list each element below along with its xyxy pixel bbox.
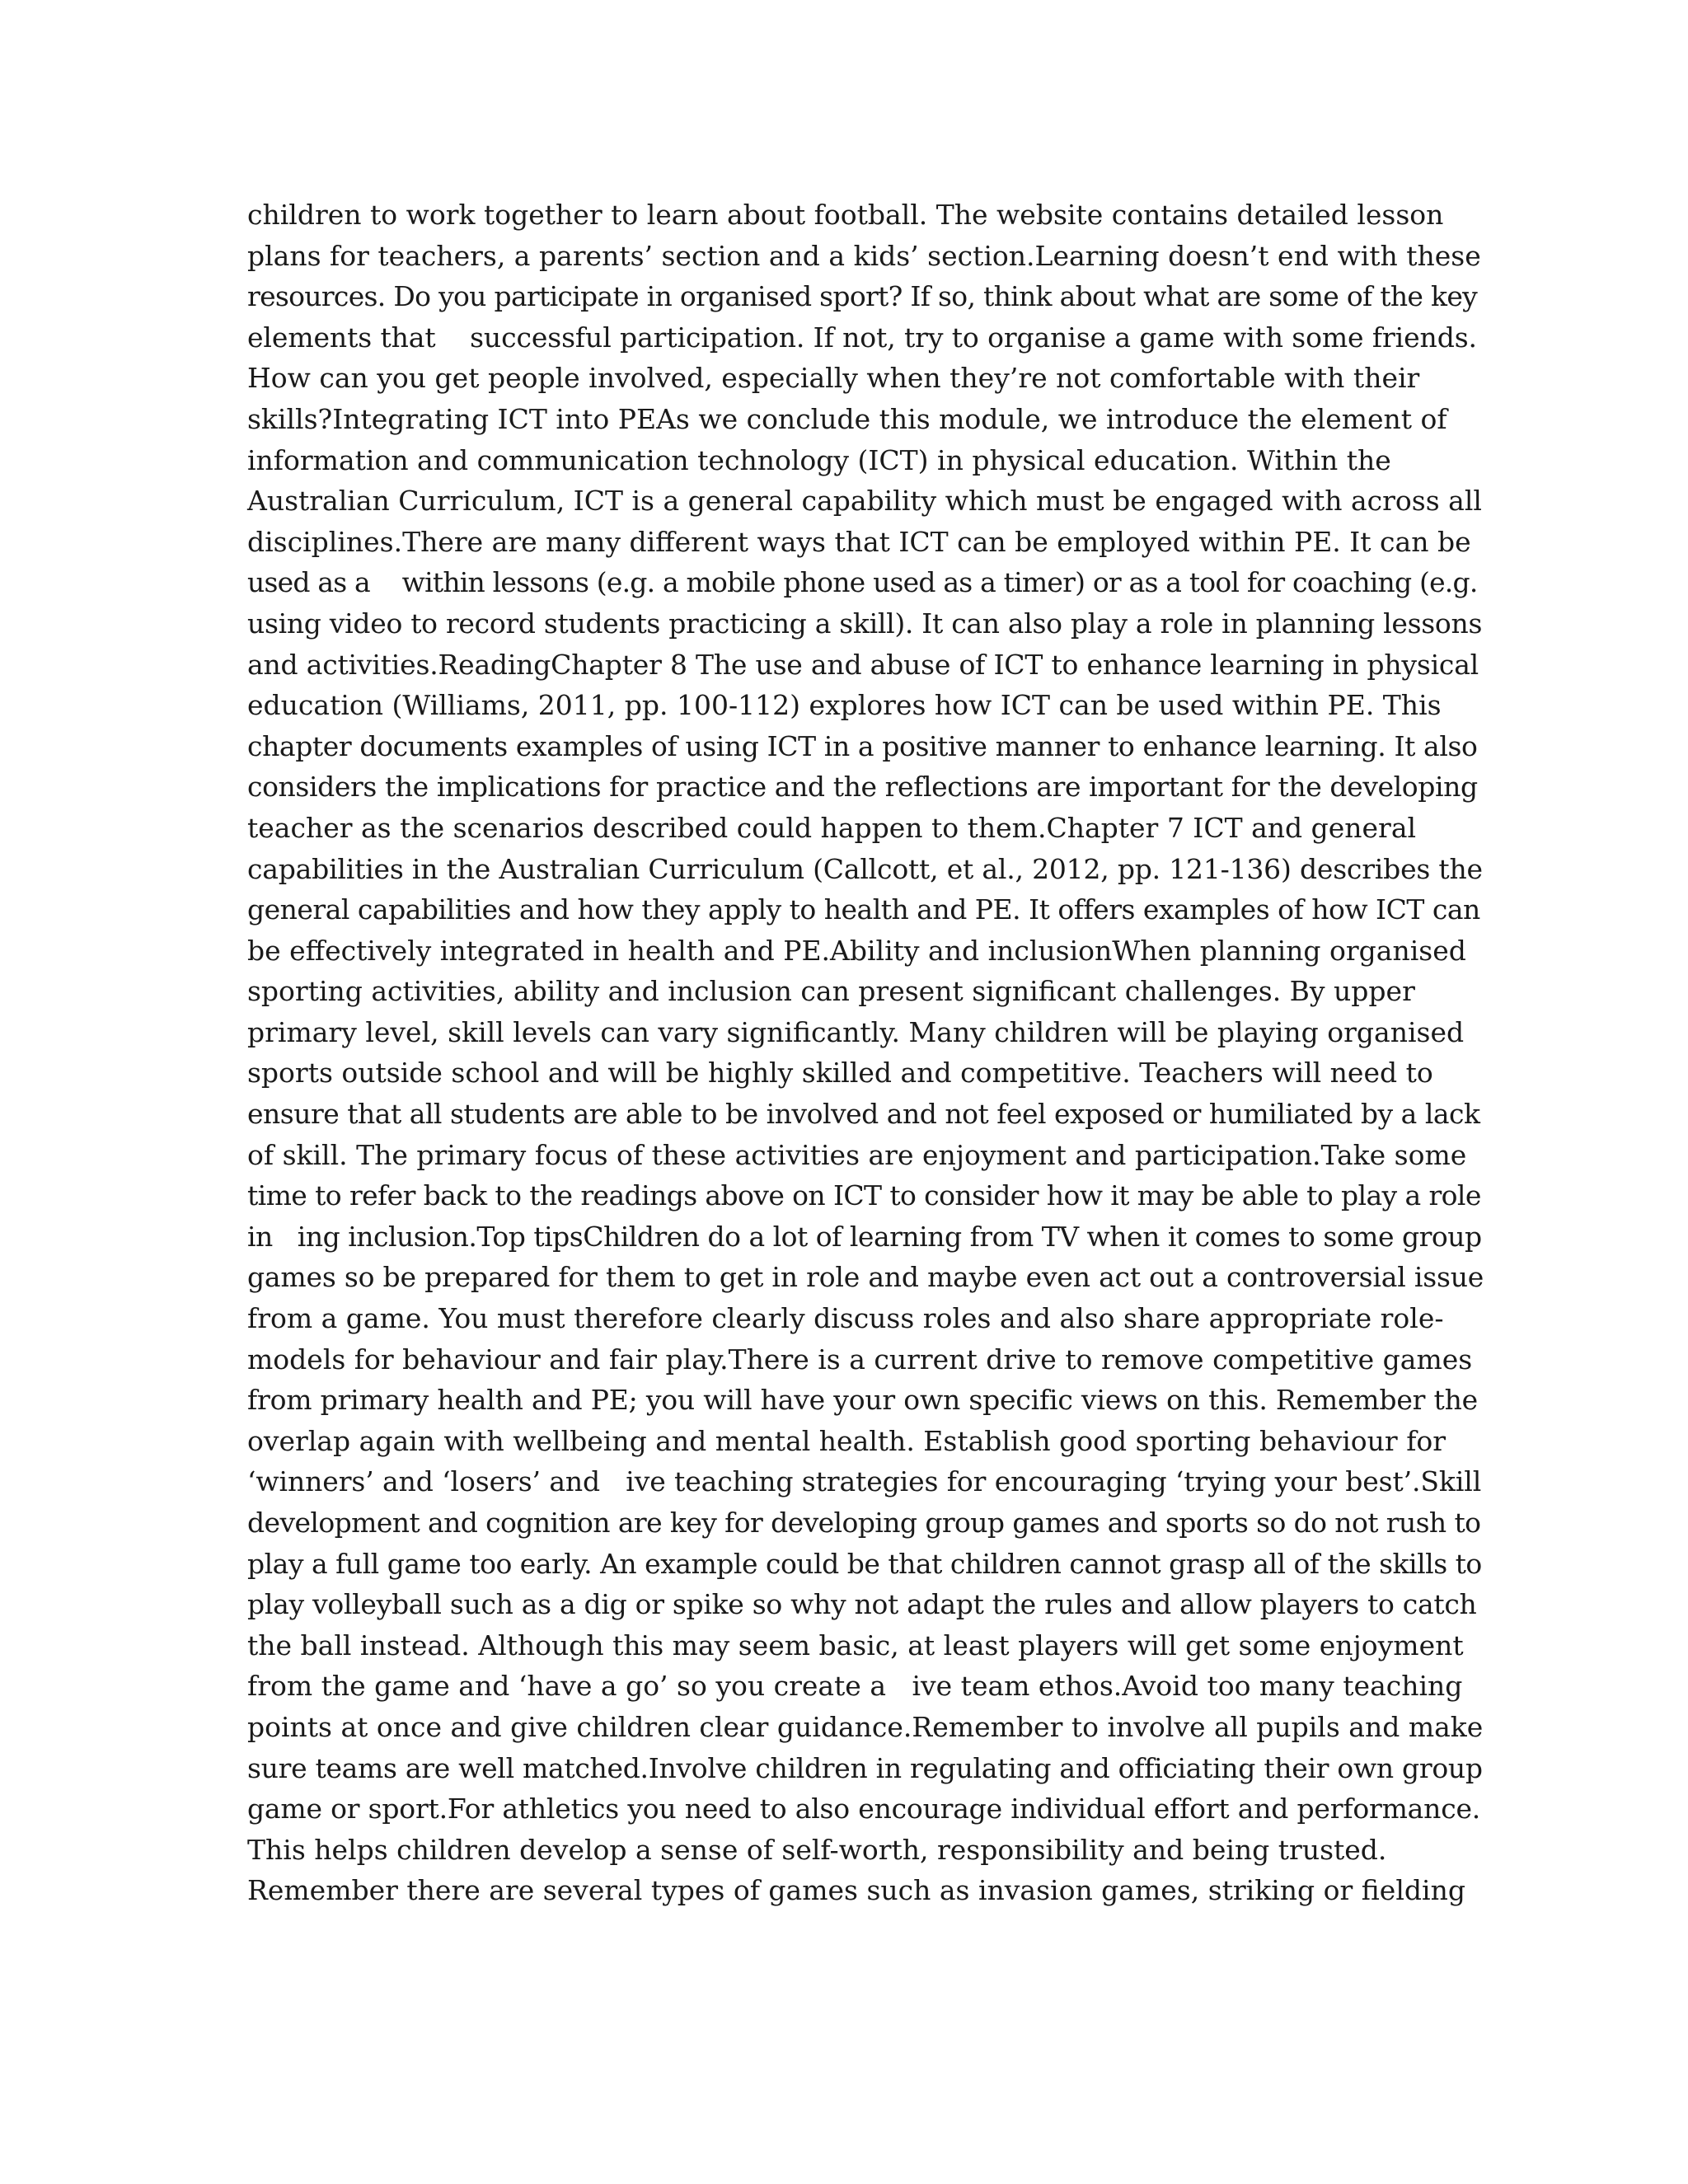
text-line: in ing inclusion.Top tipsChildren do a lot of learning from TV when it comes to some group [247,1220,1482,1253]
text-line: skills?Integrating ICT into PEAs we conclude this module, we introduce the element of [247,402,1447,435]
text-line: plans for teachers, a parents’ section and a kids’ section.Learning doesn’t end with these [247,239,1481,272]
text-line: education (Williams, 2011, pp. 100-112) explores how ICT can be used within PE. This [247,689,1442,722]
text-line: play volleyball such as a dig or spike so why not adapt the rules and allow players to catch [247,1588,1477,1621]
text-line: from primary health and PE; you will have your own specific views on this. Remember the [247,1384,1478,1417]
text-line: resources. Do you participate in organised sport? If so, think about what are some of the key [247,280,1478,313]
text-line: general capabilities and how they apply to health and PE. It offers examples of how ICT can [247,893,1480,926]
text-line: disciplines.There are many different ways that ICT can be employed within PE. It can be [247,525,1471,558]
text-line: development and cognition are key for developing group games and sports so do not rush to [247,1507,1481,1539]
text-line: How can you get people involved, especially when they’re not comfortable with their [247,362,1420,395]
text-line: sporting activities, ability and inclusion can present significant challenges. By upper [247,975,1415,1008]
text-line: sure teams are well matched.Involve children in regulating and officiating their own group [247,1751,1483,1784]
text-line: elements that successful participation. If not, try to organise a game with some friends. [247,321,1477,354]
text-line: game or sport.For athletics you need to also encourage individual effort and performance. [247,1793,1481,1825]
text-line: This helps children develop a sense of self-worth, responsibility and being trusted. [247,1833,1387,1866]
text-line: information and communication technology (ICT) in physical education. Within the [247,443,1391,476]
text-line: the ball instead. Although this may seem basic, at least players will get some enjoyment [247,1629,1464,1661]
text-line: capabilities in the Australian Curriculum (Callcott, et al., 2012, pp. 121-136) describes the [247,852,1483,885]
text-line: using video to record students practicing a skill). It can also play a role in planning lessons [247,607,1483,640]
text-line: be effectively integrated in health and PE.Ability and inclusionWhen planning organised [247,934,1466,967]
text-line: overlap again with wellbeing and mental health. Establish good sporting behaviour for [247,1424,1447,1457]
body-text [247,194,1484,1911]
text-line: ‘winners’ and ‘losers’ and ive teaching strategies for encouraging ‘trying your best’.Skill [247,1465,1482,1498]
text-line: teacher as the scenarios described could happen to them.Chapter 7 ICT and general [247,811,1417,844]
text-line: time to refer back to the readings above on ICT to consider how it may be able to play a role [247,1179,1481,1212]
text-line: models for behaviour and fair play.There is a current drive to remove competitive games [247,1343,1473,1376]
text-line: used as a within lessons (e.g. a mobile phone used as a timer) or as a tool for coaching (e.g. [247,566,1478,599]
text-line: Australian Curriculum, ICT is a general capability which must be engaged with across all [247,485,1482,518]
text-line: points at once and give children clear guidance.Remember to involve all pupils and make [247,1710,1484,1743]
text-line: from a game. You must therefore clearly discuss roles and also share appropriate role- [247,1302,1444,1335]
text-line: from the game and ‘have a go’ so you create a ive team ethos.Avoid too many teaching [247,1670,1463,1703]
text-line: games so be prepared for them to get in role and maybe even act out a controversial issue [247,1261,1484,1294]
text-line: Remember there are several types of games such as invasion games, striking or fielding [247,1874,1465,1907]
text-line: ensure that all students are able to be involved and not feel exposed or humiliated by a lack [247,1098,1480,1131]
text-line: chapter documents examples of using ICT in a positive manner to enhance learning. It also [247,729,1478,762]
text-line: play a full game too early. An example could be that children cannot grasp all of the skills to [247,1547,1482,1580]
text-line: sports outside school and will be highly skilled and competitive. Teachers will need to [247,1057,1433,1090]
text-line: and activities.ReadingChapter 8 The use and abuse of ICT to enhance learning in physical [247,648,1479,681]
text-line: considers the implications for practice and the reflections are important for the developing [247,771,1478,804]
text-line: primary level, skill levels can vary significantly. Many children will be playing organised [247,1015,1465,1048]
text-line: of skill. The primary focus of these activities are enjoyment and participation.Take some [247,1138,1467,1171]
text-line: children to work together to learn about football. The website contains detailed lesson [247,199,1444,231]
